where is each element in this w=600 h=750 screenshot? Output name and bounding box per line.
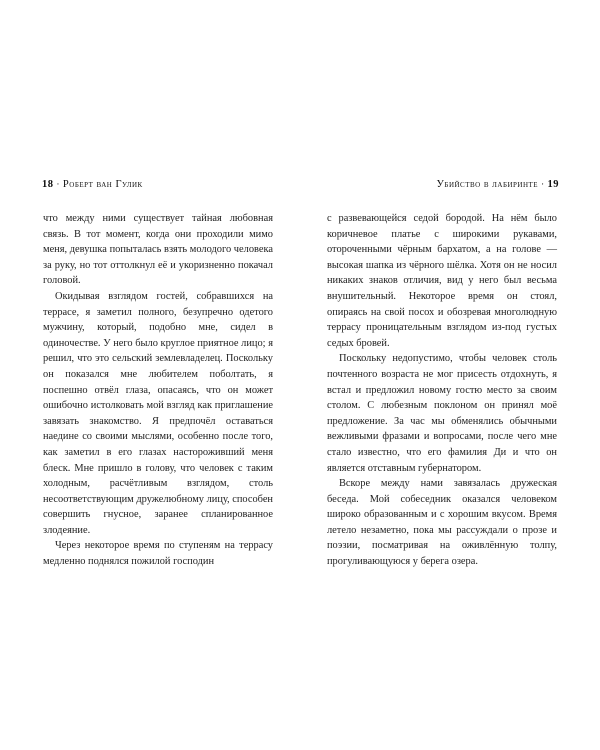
header-separator: · xyxy=(56,180,61,190)
paragraph: Окидывая взглядом гостей, собравшихся на террасе, я заметил полного, безупречно одетого мужчину, который, подобно мне, сидел в одиночестве. У него было круглое приятное лицо; я решил, что это сельский землевладелец. Поскольку он показался мне любителем поболтать, я поспешно отвёл глаза, опасаясь, что он может ошибочно истолковать мой взгляд как приглашение завязать знакомство. Я предпочёл оставаться наедине со своими мыслями, особенно после того, как заметил в его глазах настороживший меня блеск. Мне пришло в голову, что человек с таким холодным, расчётливым взглядом, столь несоответствующим дружелюбному лицу, способен совершить гнусное, заранее спланированное злодеяние. xyxy=(43,290,273,536)
paragraph: с развевающейся седой бородой. На нём было коричневое платье с широкими рукавами, отороченными чёрным бархатом, а на голове — высокая шапка из чёрного шёлка. Хотя он не носил никаких знаков отличия, вид у него был весьма внушительный. Некоторое время он стоял, опираясь на свой посох и обозревая многолюдную террасу проницательным взглядом из-под густых седых бровей. xyxy=(327,213,557,349)
paragraph: Вскоре между нами завязалась дружеская беседа. Мой собеседник оказался человеком широко образованным и с хорошим вкусом. Время летело незаметно, пока мы рассуждали о прозе и поэзии, посматривая на оживлённую толпу, прогуливающуюся у берега озера. xyxy=(327,478,557,568)
right-running-header xyxy=(436,179,559,190)
paragraph: что между ними существует тайная любовная связь. В тот момент, когда они проходили мимо меня, девушка попыталась взять молодого человека за руку, но тот оттолкнул её и укоризненно покачал головой. xyxy=(43,213,273,287)
paragraph: Поскольку недопустимо, чтобы человек столь почтенного возраста не мог присесть отдохнуть, я встал и предложил новому гостю место за своим столом. С любезным поклоном он принял моё предложение. За час мы обменялись обычными вежливыми фразами и вопросами, после чего мне стало известно, что его фамилия Ди и что он является отставным губернатором. xyxy=(327,353,557,474)
header-separator: · xyxy=(540,180,545,190)
right-page-number: 19 xyxy=(547,179,559,190)
left-page-number: 18 xyxy=(42,179,54,190)
left-page-text xyxy=(43,211,273,570)
left-running-header xyxy=(42,179,143,190)
left-running-head-author: Роберт ван Гулик xyxy=(62,179,143,190)
paragraph: Через некоторое время по ступеням на террасу медленно поднялся пожилой господин xyxy=(43,540,273,568)
right-page-text xyxy=(327,211,557,570)
right-running-head-title: Убийство в лабиринте xyxy=(436,179,539,190)
